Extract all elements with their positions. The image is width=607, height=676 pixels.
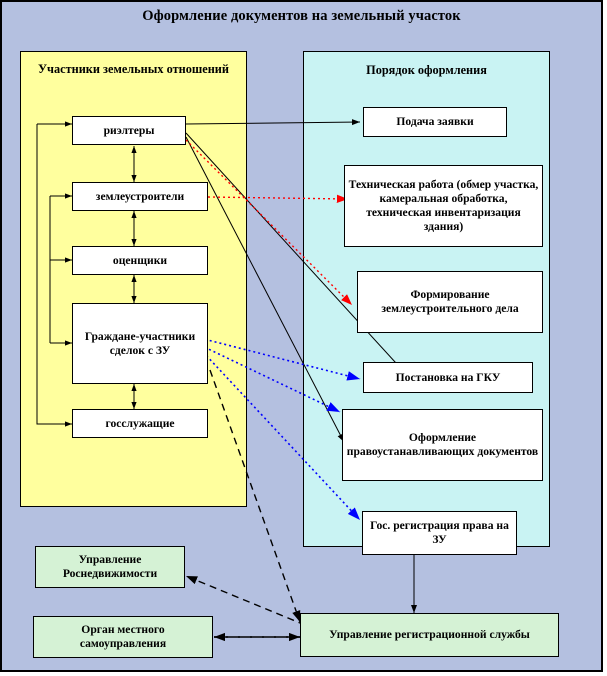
participant-label: оценщики <box>112 253 168 267</box>
participant-label: землеустроители <box>95 189 185 203</box>
page-title: Оформление документов на земельный участок <box>142 8 461 24</box>
procedure-label: Подача заявки <box>396 115 474 128</box>
procedure-box-cadastral-registration[interactable] <box>363 362 533 393</box>
organization-box-registration-service[interactable] <box>300 613 559 657</box>
organization-label: Управление Роснедвижимости <box>62 553 158 580</box>
participant-box-realtors[interactable] <box>72 116 186 145</box>
procedure-label: Постановка на ГКУ <box>395 370 501 384</box>
participant-label: госслужащие <box>105 416 175 430</box>
organization-label: Управление регистрационной службы <box>329 628 530 641</box>
procedure-label: Гос. регистрация права на ЗУ <box>370 519 509 546</box>
procedure-box-state-registration[interactable] <box>362 511 517 555</box>
procedure-box-title-documents[interactable] <box>342 409 543 481</box>
participant-box-land-surveyors[interactable] <box>72 182 208 211</box>
participant-label: риэлтеры <box>103 123 155 137</box>
participant-label: Граждане-участники сделок с ЗУ <box>84 329 196 357</box>
procedure-box-application[interactable] <box>363 107 507 137</box>
procedure-panel-heading: Порядок оформления <box>366 63 487 77</box>
participants-panel-heading: Участники земельных отношений <box>38 62 229 76</box>
organization-box-rosnedvizhimost[interactable] <box>35 546 185 588</box>
procedure-label: Оформление правоустанавливающих документов <box>346 431 539 458</box>
procedure-label: Техническая работа (обмер участка, камеральная обработка, техническая инвентаризация здания) <box>348 178 539 233</box>
participant-box-citizens[interactable] <box>72 303 208 384</box>
procedure-box-case-formation[interactable] <box>357 271 543 333</box>
procedure-label: Формирование землеустроительного дела <box>381 288 519 315</box>
organization-box-local-government[interactable] <box>33 616 213 658</box>
procedure-box-technical-work[interactable] <box>344 165 543 247</box>
participant-box-civil-servants[interactable] <box>72 409 208 438</box>
participant-box-appraisers[interactable] <box>72 246 208 275</box>
organization-label: Орган местного самоуправления <box>79 623 167 650</box>
